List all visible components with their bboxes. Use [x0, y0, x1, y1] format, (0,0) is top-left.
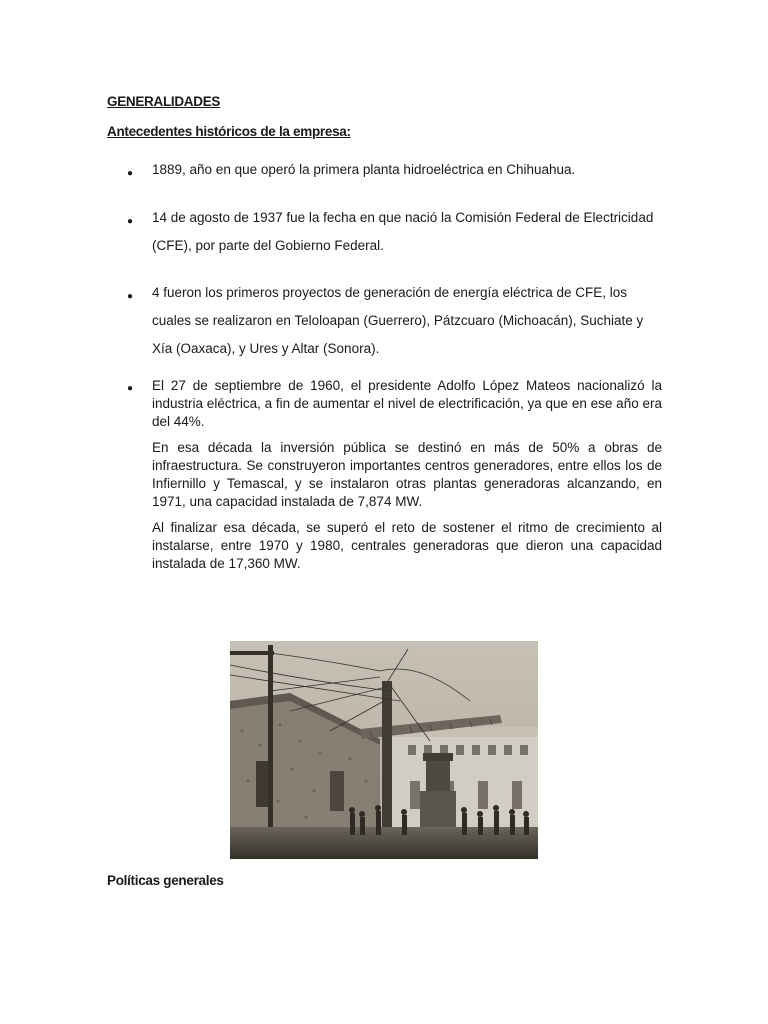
list-item-paragraph: Al finalizar esa década, se superó el reto de sostener el ritmo de crecimiento al instalarse, entre 1970 y 1980, centrales generadoras que dieron una capacidad instalada de 17,360 MW.	[152, 520, 662, 571]
bullet-icon: ●	[127, 291, 134, 302]
general-policies-heading: Políticas generales	[107, 873, 224, 888]
bullet-icon: ●	[127, 168, 134, 179]
list-item-paragraph: El 27 de septiembre de 1960, el presidente Adolfo López Mateos nacionalizó la industria eléctrica, a fin de aumentar el nivel de electrificación, ya que en ese año era del 44%.	[152, 378, 662, 429]
list-item-text	[152, 377, 662, 581]
historic-photo	[230, 641, 538, 859]
list-item-text: 14 de agosto de 1937 fue la fecha en que nació la Comisión Federal de Electricidad (CFE), por parte del Gobierno Federal.	[152, 210, 654, 253]
historic-photo-image	[230, 641, 538, 859]
list-item-text: 4 fueron los primeros proyectos de generación de energía eléctrica de CFE, los cuales se realizaron en Teloloapan (Guerrero), Pátzcuaro (Michoacán), Suchiate y Xía (Oaxaca), y Ures y Altar (Sonora).	[152, 285, 644, 356]
list-item-paragraph: En esa década la inversión pública se destinó en más de 50% a obras de infraestructura. Se construyeron importantes centros generadores, entre ellos los de Infiernillo y Temascal, y se instalaron otras plantas generadoras alcanzando, en 1971, una capacidad instalada de 7,874 MW.	[152, 440, 662, 509]
history-subheading: Antecedentes históricos de la empresa:	[107, 124, 351, 139]
document-heading: GENERALIDADES	[107, 94, 221, 109]
bullet-icon: ●	[127, 216, 134, 227]
bullet-icon: ●	[127, 383, 134, 394]
list-item-text: 1889, año en que operó la primera planta hidroeléctrica en Chihuahua.	[152, 162, 576, 177]
